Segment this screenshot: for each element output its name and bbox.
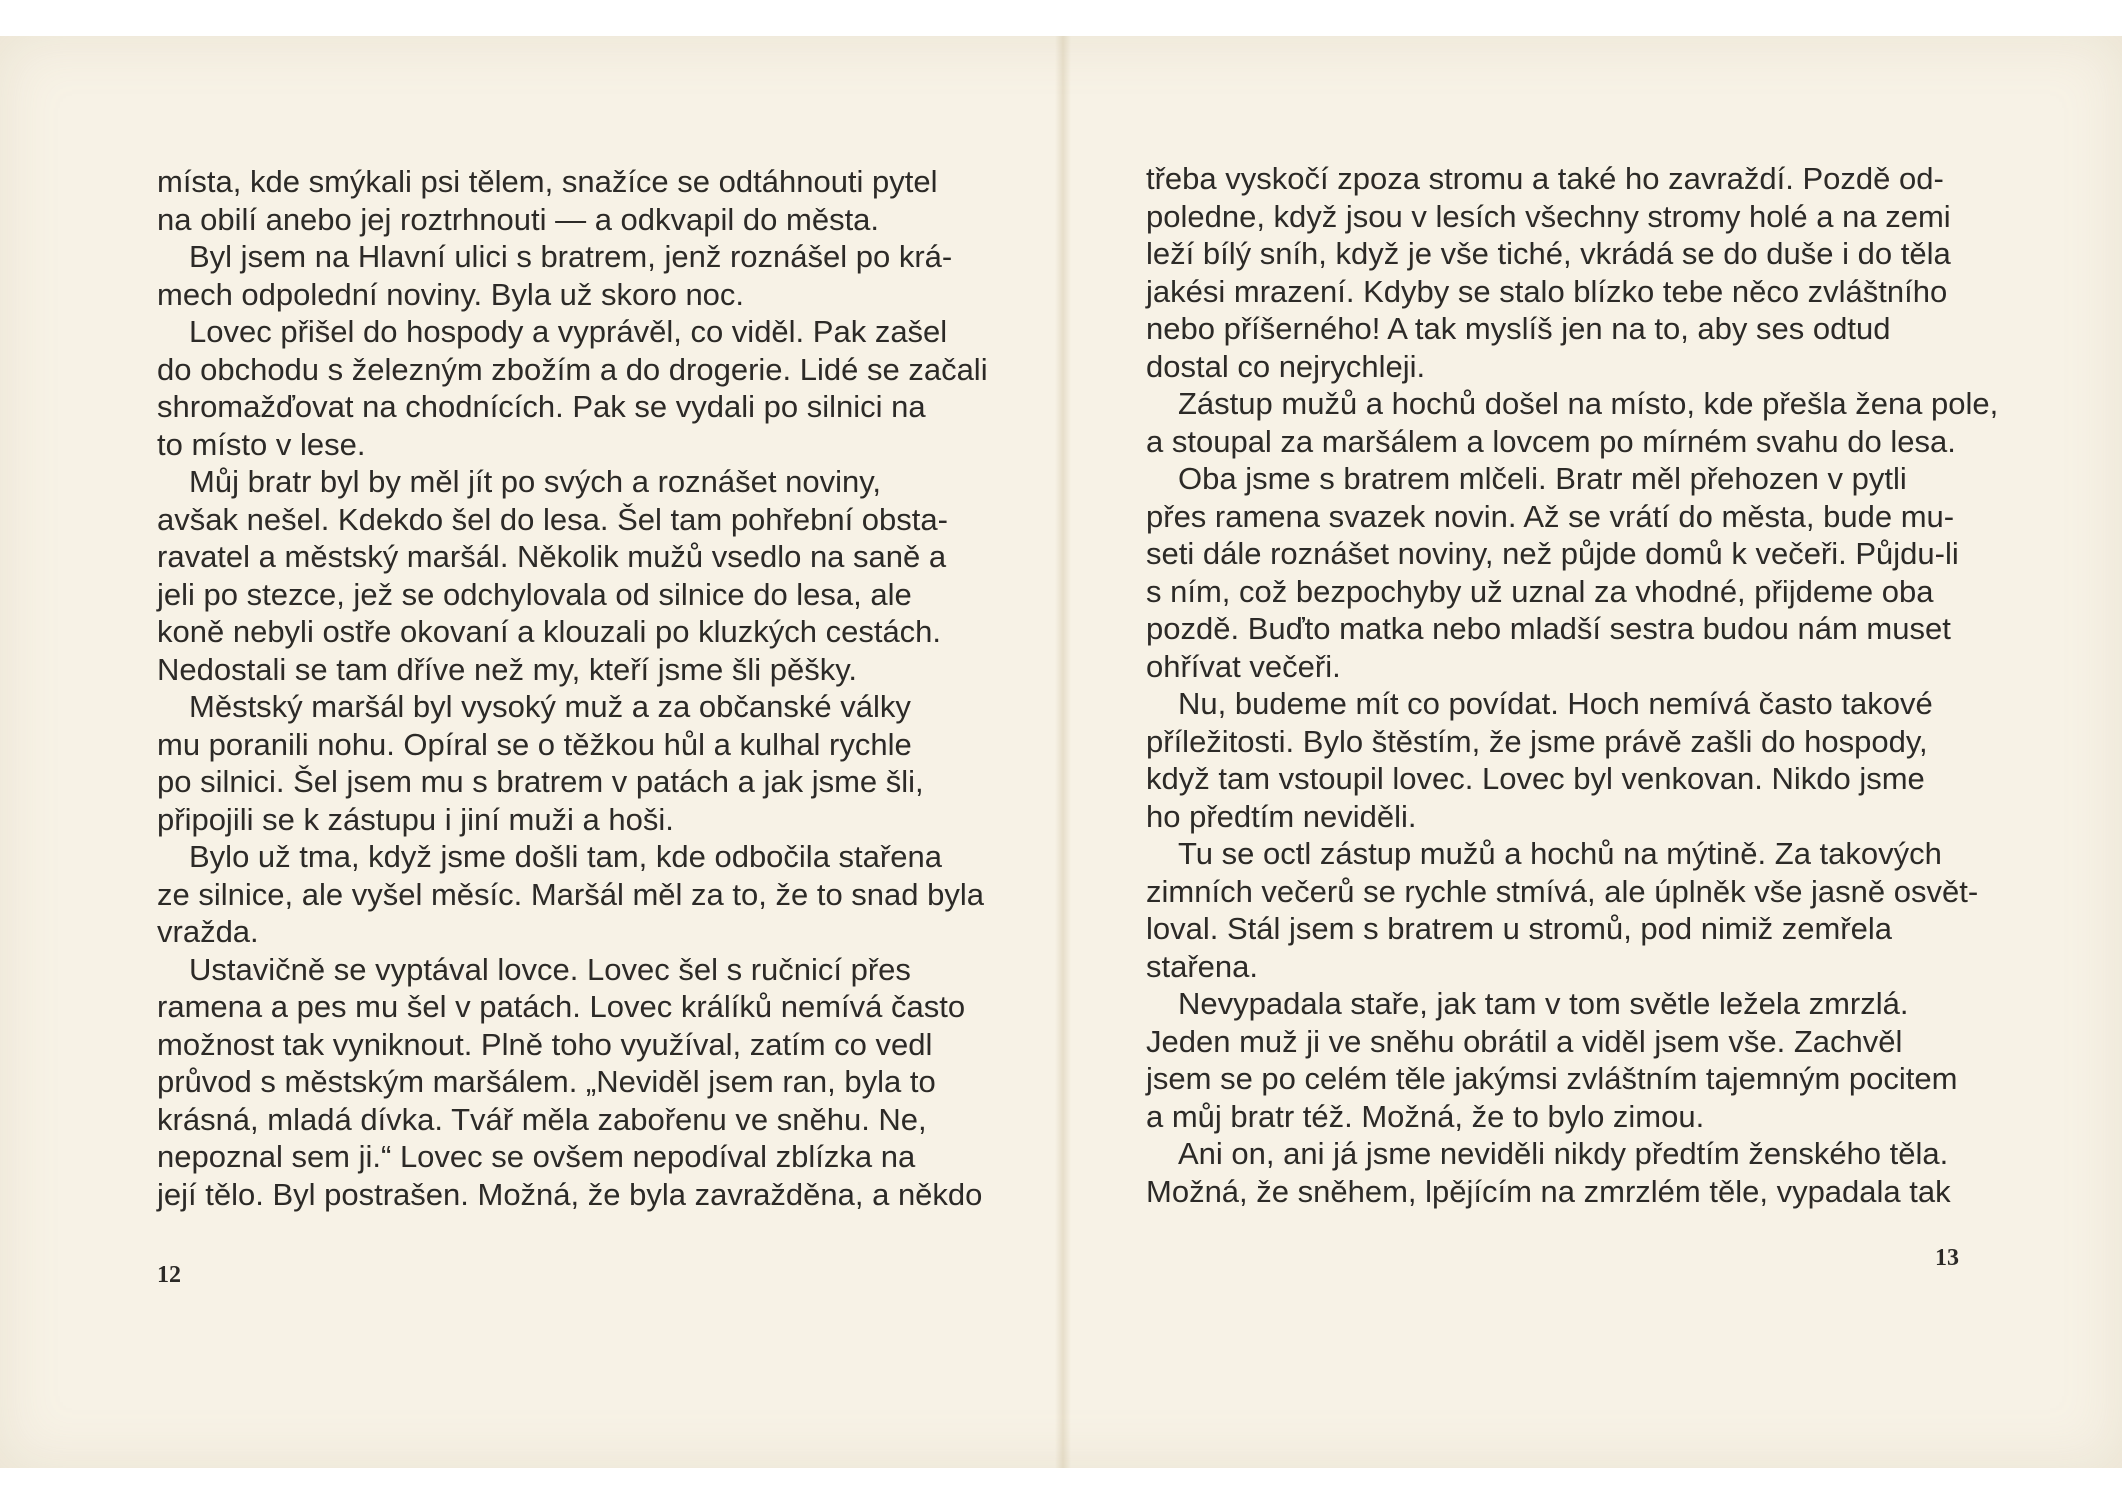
right-page (1062, 36, 2122, 1468)
page-number: 13 (1935, 1245, 1959, 1271)
text-line: poledne, když jsou v lesích všechny stromy holé a na zemi (1146, 198, 1951, 234)
text-line: loval. Stál jsem s bratrem u stromů, pod nimiž zemřela (1146, 911, 1892, 946)
text-line: Zástup mužů a hochů došel na místo, kde přešla žena pole, (1178, 386, 1999, 421)
left-page (0, 36, 1062, 1468)
text-line: průvod s městským maršálem. „Neviděl jsem ran, byla to (157, 1064, 936, 1099)
text-line: avšak nešel. Kdekdo šel do lesa. Šel tam pohřební obsta- (157, 501, 948, 537)
text-line: pozdě. Buďto matka nebo mladší sestra budou nám muset (1146, 611, 1951, 646)
text-line: to místo v lese. (157, 426, 366, 462)
text-line: Byl jsem na Hlavní ulici s bratrem, jenž roznášel po krá- (189, 239, 953, 274)
page-number: 12 (157, 1262, 181, 1288)
text-line: a stoupal za maršálem a lovcem po mírném svahu do lesa. (1146, 423, 1956, 459)
text-line: nepoznal sem ji.“ Lovec se ovšem nepodíval zblízka na (157, 1139, 916, 1174)
text-line: zimních večerů se rychle stmívá, ale úplněk vše jasně osvět- (1146, 873, 1979, 909)
right-page-text (1146, 160, 1999, 1210)
text-line: Nu, budeme mít co povídat. Hoch nemívá často takové (1178, 686, 1933, 721)
text-line: Městský maršál byl vysoký muž a za občanské války (189, 689, 911, 724)
text-line: Můj bratr byl by měl jít po svých a roznášet noviny, (189, 464, 882, 499)
text-line: ramena a pes mu šel v patách. Lovec králíků nemívá často (157, 989, 966, 1024)
text-line: krásná, mladá dívka. Tvář měla zabořenu ve sněhu. Ne, (157, 1101, 927, 1137)
text-line: Oba jsme s bratrem mlčeli. Bratr měl přehozen v pytli (1178, 461, 1907, 496)
text-line: když tam vstoupil lovec. Lovec byl venkovan. Nikdo jsme (1146, 761, 1925, 796)
text-line: a můj bratr též. Možná, že to bylo zimou. (1146, 1098, 1705, 1134)
text-line: po silnici. Šel jsem mu s bratrem v patách a jak jsme šli, (157, 764, 924, 799)
text-line: Nevypadala staře, jak tam v tom světle ležela zmrzlá. (1178, 986, 1909, 1021)
text-line: její tělo. Byl postrašen. Možná, že byla zavražděna, a někdo (157, 1176, 983, 1212)
text-line: nebo příšerného! A tak myslíš jen na to, aby ses odtud (1146, 311, 1891, 346)
text-line: mech odpolední noviny. Byla už skoro noc. (157, 276, 745, 312)
text-line: ravatel a městský maršál. Několik mužů vsedlo na saně a (157, 539, 947, 574)
text-line: seti dále roznášet noviny, než půjde domů k večeři. Půjdu-li (1146, 536, 1959, 571)
text-line: vražda. (157, 914, 259, 949)
text-line: na obilí anebo jej roztrhnouti — a odkvapil do města. (157, 201, 880, 237)
text-line: jsem se po celém těle jakýmsi zvláštním tajemným pocitem (1146, 1061, 1958, 1096)
left-page-text (157, 163, 988, 1213)
text-line: Lovec přišel do hospody a vyprávěl, co viděl. Pak zašel (189, 314, 948, 349)
text-line: Ani on, ani já jsme neviděli nikdy předtím ženského těla. (1178, 1136, 1949, 1171)
text-line: ze silnice, ale vyšel měsíc. Maršál měl za to, že to snad byla (157, 876, 984, 912)
text-line: ohřívat večeři. (1146, 648, 1341, 684)
text-line: koně nebyli ostře okovaní a klouzali po kluzkých cestách. (157, 614, 942, 649)
text-line: dostal co nejrychleji. (1146, 348, 1426, 384)
text-line: stařena. (1146, 948, 1259, 984)
text-line: s ním, což bezpochyby už uznal za vhodné, přijdeme oba (1146, 573, 1934, 609)
text-line: Jeden muž ji ve sněhu obrátil a viděl jsem vše. Zachvěl (1146, 1023, 1903, 1059)
text-line: ho předtím neviděli. (1146, 798, 1417, 834)
text-line: leží bílý sníh, když je vše tiché, vkrádá se do duše i do těla (1146, 236, 1951, 271)
text-line: do obchodu s železným zbožím a do drogerie. Lidé se začali (157, 351, 988, 387)
book-spread (0, 36, 2122, 1468)
text-line: příležitosti. Bylo štěstím, že jsme právě zašli do hospody, (1146, 723, 1928, 759)
text-line: Nedostali se tam dříve než my, kteří jsme šli pěšky. (157, 651, 858, 687)
text-line: jakési mrazení. Kdyby se stalo blízko tebe něco zvláštního (1146, 273, 1948, 309)
text-line: shromažďovat na chodnících. Pak se vydali po silnici na (157, 389, 926, 424)
text-line: možnost tak vyniknout. Plně toho využíval, zatím co vedl (157, 1026, 933, 1062)
text-line: třeba vyskočí zpoza stromu a také ho zavraždí. Pozdě od- (1146, 161, 1944, 196)
text-line: Ustavičně se vyptával lovce. Lovec šel s ručnicí přes (189, 951, 911, 987)
text-line: Bylo už tma, když jsme došli tam, kde odbočila stařena (189, 839, 942, 874)
text-line: jeli po stezce, jež se odchylovala od silnice do lesa, ale (157, 576, 912, 612)
text-line: Tu se octl zástup mužů a hochů na mýtině. Za takových (1178, 836, 1942, 871)
text-line: Možná, že sněhem, lpějícím na zmrzlém těle, vypadala tak (1146, 1173, 1951, 1209)
text-line: místa, kde smýkali psi tělem, snažíce se odtáhnouti pytel (157, 164, 938, 199)
text-line: mu poranili nohu. Opíral se o těžkou hůl a kulhal rychle (157, 726, 912, 762)
text-line: připojili se k zástupu i jiní muži a hoši. (157, 801, 674, 837)
text-line: přes ramena svazek novin. Až se vrátí do města, bude mu- (1146, 498, 1955, 534)
